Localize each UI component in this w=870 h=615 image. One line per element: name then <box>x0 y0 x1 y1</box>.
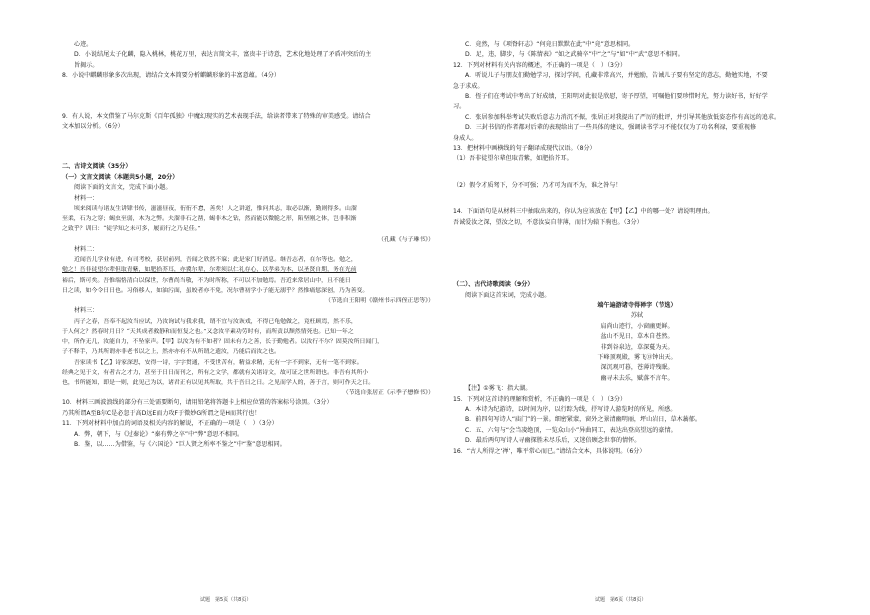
option-d: D．三封书信的作者都对后辈的表现给出了一些具体的建议，强调读书学习不能仅仅为了功名利禄，要重视修 <box>465 124 757 132</box>
left-page <box>62 40 440 450</box>
material-3-line: 子不释手，乃其所谓亦非老书以之上，然亦亦有不从所谓之遗汝，乃能后而汝之也。 <box>62 349 280 356</box>
question-14-text: 吾诚爱汝之深，望汝之切，不意汝妄自菲薄，而甘为辕下驹也。（3分） <box>453 218 643 226</box>
option-c: C．竟然，与《项脊轩志》“何竟日默默在此”中“竟”意思相同。 <box>465 41 635 48</box>
text-line: 心迹。 <box>74 41 93 48</box>
text-line: 急于求成。 <box>453 82 484 90</box>
question-10: 10．材料三画波浪线的部分有三处需要断句，请用铅笔将答题卡上相应位置的答案标号涂黑。（3分） <box>62 399 333 407</box>
material-3-line: 经典之见于文，有者古之才力，甚至于日日而刊之，所有之文学，都就有关诸诗文，故可证之世所谓也。非吾有其所小 <box>62 369 369 376</box>
material-2-source: （节选自王阳明《赣州书示四侄正思等》） <box>325 298 434 305</box>
right-page <box>453 40 821 457</box>
question-10-text: 乃其所谓A至B尔C是必忽于高D远E而力攻F于微妙G所谓之是H而其行也！ <box>62 409 261 417</box>
question-14: 14．下面语句是从材料三中抽取出来的，你认为应该放在【甲】【乙】中的哪一处？请说明理由。 <box>453 208 714 216</box>
material-1-line: 顷来阅读与诸友生讲肄书传，滋滋昼夜，衎衎不怠，善矣！人之讲道，惟问其志，取必以渐，勤则得多。山溜 <box>74 206 357 213</box>
material-1-label: 材料一： <box>74 194 99 202</box>
material-3-line: 丙子之春，吾奉不起汝当应试，乃汝询试与我求我，谓不宜与汝诙戏，不得已龟勉做之，竟枉顾焉，然不乐， <box>74 318 357 325</box>
material-2-line: 日之读，如今令日日也。习俗移人，如油污面，虽皎者亦不免，况尔曹初学小子能无溺乎？然惟痛惩深创，乃为善变。 <box>62 287 369 294</box>
material-1-source: （孔藏《与子琳书》） <box>378 236 434 243</box>
text-line: 身成人。 <box>453 134 478 142</box>
question-13-2: （2）假令才质驽下，分不可强；乃才可为而不为，谁之咎与！ <box>453 181 622 189</box>
option-b: B．侄子们在考试中考出了好成绩，王阳明对此很是欣慰，寄予厚望，可嘱他们要珍惜时光，努力读好书，好好学 <box>465 93 768 101</box>
option-d: D．最后两句写诗人寻幽探胜未尽乐后，又迷倍顾念世事的情怀。 <box>465 437 641 445</box>
page-footer-right: 试题 第6页（共8页） <box>595 597 647 603</box>
text-line: 文本加以分析。（6分） <box>62 123 124 131</box>
material-3-label: 材料三： <box>74 307 99 315</box>
option-d: D．足，违，脚步，与《陈情表》“如之武骑卒”中“之”与“如”中“武”意思不相同。 <box>465 51 684 59</box>
text-line: 旨揭示。 <box>74 61 99 69</box>
option-b: B．前四句写诗人“庙门”的一景。细密紧蒙，窗外之景清幽明丽，坪山岩日，草木蓊郁。 <box>465 416 701 424</box>
question-16: 16．“古人所得之‘禅’，唯平常心而已。”请结合文本，具体说明。（6分） <box>453 447 646 455</box>
option-a: A．听说儿子与朋友们勤勉学习，探讨学问，孔藏非常高兴，并勉励，告诫儿子要有坚定的意志，勤勉实地，不要 <box>465 72 768 80</box>
question-12: 12．下列对材料有关内容的概述，不正确的一项是（ ）（3分） <box>453 61 627 69</box>
section-title: 二、古诗文阅读（35分） <box>62 163 132 171</box>
question-8: 8．小说中麒麟形象多次出现，请结合文本简要分析麒麟形象的丰富意蕴。（4分） <box>62 72 280 80</box>
option-a: A．本诗为纪游诗，以时间为序，以行踪为线，抒写诗人游览时的所见，所感。 <box>465 405 677 413</box>
material-3-line: 也，书所能知，即是一则，此见己为以，诸君正有以见其所取，共于吾日之日。之见而学人的，善于言，则可作天之日。 <box>62 379 375 386</box>
option-b: B．鉴，以……为借鉴，与《六国论》“巨人贤之所率不鉴之”中“鉴”意思相同。 <box>74 440 286 448</box>
material-1-line: 至柔，石为之穿；蝎虫至弱，木为之弊。夫溜非石之凿，蝎非木之钻，然而能以微脆之形，陷坚刚之体，岂非积渐 <box>62 216 357 223</box>
poem-line: 盆山不见日，草木自苍然。 <box>600 333 674 341</box>
poem-title: 端午遍游诸寺得禅字（节选） <box>597 301 677 309</box>
material-3-line: 中，所作无几，汝能自力，不坠家声。【甲】以汝为有不如者？固未有力之善，长于勤勉者。以汝行不尔？固莫汝所日闻门， <box>62 339 384 346</box>
material-3-source: （节选自张居正《示季子懋修书》） <box>342 390 434 397</box>
option-c: C．张居参加科举考试失败后意志力消沉不振，张居正对我提出了严厉的批评，并引导其他放低姿态作有高远的追求。 <box>465 113 781 121</box>
material-2-line-underlined: 勉之！吾非徒望尔辈但取青紫，如肥拾芥耳，亦冀尔辈，尔辈须以仁礼存心，以孝弟为本，以圣贤自期，务在光前 <box>62 267 357 274</box>
option-d: D．小说结尾太子化麟，隐入桃林，桃花万里，表达言简文丰，富贵丰于诗意，艺术化地处理了矛盾冲突后的主 <box>74 51 372 59</box>
material-1-line: 之致乎？训曰：“徒学知之未可多，履而行之乃足佳。” <box>62 226 201 233</box>
question-11: 11．下列对材料中加点的词语及相关内容的解说，不正确的一项是（ ）（3分） <box>62 420 278 428</box>
option-c: C．五、六句与“会当凌绝顶，一览众山小”异曲同工，表达出登高望远的豪情。 <box>465 426 677 434</box>
poem-author: 苏轼 <box>630 312 644 320</box>
sub-title: （一）文言文阅读（本题共5小题，20分） <box>62 173 179 181</box>
poem-line: 非到谷泉边，草深蔓为天。 <box>600 343 674 351</box>
poem-line: 肩尚山迹行，小窗幽更鲜。 <box>600 322 674 330</box>
question-13: 13．把材料中画横线的句子翻译成现代汉语。（8分） <box>453 145 596 153</box>
instruction: 阅读下面这首宋词，完成小题。 <box>465 291 551 299</box>
poem-line: 幽寻未去乐，赋落不言年。 <box>600 374 674 382</box>
material-2-label: 材料二： <box>74 245 99 253</box>
poem-line: 下峰顶观殿，雾飞⑬钟出天。 <box>597 353 677 361</box>
page-footer-left: 试题 第5页（共8页） <box>200 597 252 603</box>
question-9: 9．有人说，本文借鉴了马尔克斯《百年孤独》中魔幻现实的艺术表现手法，给读者带来了特殊的审美感受。请结合 <box>62 112 371 120</box>
material-3-line: 吾家读书【乙】诗家深思，安得一诗，字字贯通，不受世苦有，精益求精，无有一字不到家，无有一笔不到家。 <box>74 359 363 366</box>
material-2-line: 裕后，斯可矣。吾惟端恪清白以保世，尔曹尚当敬，不为时所称，不可以不加勉焉。吾近来常居山中，且不能日 <box>62 277 351 284</box>
option-a: A．弊，朝下，与《过秦论》“秦有弊之卒”中“弊”意思不相同。 <box>74 430 244 438</box>
question-15: 15．下列对这首诗的理解和赏析，不正确的一项是（ ）（3分） <box>453 395 627 403</box>
poem-line: 深沉观可暮，苍薄诗残眠。 <box>600 364 674 372</box>
material-2-line: 近闻吾儿学业有进，有司考校，获居前列，吾闻之欣然不寐；此是家门好消息。继吾志者，在尔等也。勉之， <box>74 257 357 264</box>
poem-note: 【注】①雾飞：指大湖。 <box>465 385 532 393</box>
material-3-line: 于人何之？然春时月日？“天其成者救静和而恒复之也。”又念汝平素功劳时有，而所责以颓然情死也。已知一年之 <box>62 328 354 335</box>
sub-title: （二）、古代诗歌阅读（9分） <box>453 281 534 289</box>
instruction: 阅读下面的文言文，完成下面小题。 <box>74 184 172 192</box>
question-13-1: （1）吾非徒望尔辈但取青紫，如肥拾芥耳。 <box>453 155 573 163</box>
text-line: 习。 <box>453 103 466 111</box>
